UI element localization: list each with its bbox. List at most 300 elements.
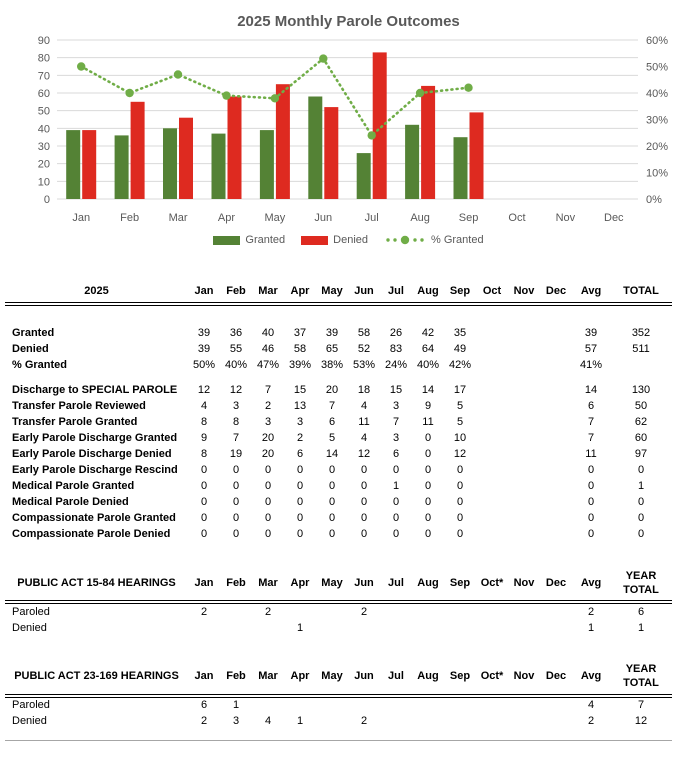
value-cell: 5 xyxy=(456,416,464,429)
value-cell: 3 xyxy=(232,715,240,728)
value-cell: 0 xyxy=(232,496,240,509)
month-header: Sep xyxy=(444,282,476,304)
value-cell: 52 xyxy=(357,343,371,356)
granted-bar xyxy=(454,137,468,199)
value-cell xyxy=(380,620,412,636)
value-cell: 0 xyxy=(392,496,400,509)
value-cell: 65 xyxy=(325,343,339,356)
value-cell: 58 xyxy=(293,343,307,356)
month-header: Oct* xyxy=(476,567,508,603)
row-label: Compassionate Parole Granted xyxy=(12,512,176,525)
table-row xyxy=(5,602,672,620)
x-axis-label: Jun xyxy=(314,212,333,224)
value-cell xyxy=(476,431,508,447)
value-cell xyxy=(284,696,316,714)
value-cell xyxy=(508,620,540,636)
table-row xyxy=(5,447,672,463)
value-cell: 0 xyxy=(360,464,368,477)
spacer-row xyxy=(5,304,672,326)
value-cell: 18 xyxy=(357,384,371,397)
value-cell: 6 xyxy=(328,416,336,429)
month-header: Sep xyxy=(444,567,476,603)
value-cell xyxy=(540,527,572,543)
value-cell: 50% xyxy=(192,359,216,372)
pct-granted-marker xyxy=(174,70,182,78)
denied-swatch-icon xyxy=(301,236,328,245)
pct-granted-marker xyxy=(416,89,424,97)
value-cell xyxy=(508,602,540,620)
granted-bar xyxy=(163,128,177,199)
avg-cell: 11 xyxy=(585,448,597,461)
pct-granted-marker xyxy=(319,54,327,62)
total-cell: 0 xyxy=(637,512,645,525)
table-row xyxy=(5,358,672,374)
value-cell xyxy=(540,511,572,527)
value-cell xyxy=(380,714,412,730)
value-cell xyxy=(540,326,572,342)
value-cell xyxy=(508,431,540,447)
row-label: Transfer Parole Granted xyxy=(12,416,138,429)
total-header: YEAR TOTAL xyxy=(610,567,672,603)
month-header: Jul xyxy=(380,660,412,696)
total-cell: 97 xyxy=(634,448,648,461)
x-axis-label: Mar xyxy=(168,212,188,224)
value-cell: 12 xyxy=(453,448,467,461)
value-cell xyxy=(476,415,508,431)
value-cell: 0 xyxy=(424,448,432,461)
value-cell xyxy=(540,696,572,714)
left-axis-tick: 60 xyxy=(37,88,50,100)
value-cell: 7 xyxy=(328,400,336,413)
value-cell xyxy=(508,326,540,342)
value-cell: 2 xyxy=(264,400,272,413)
total-cell: 1 xyxy=(637,621,645,634)
value-cell xyxy=(540,399,572,415)
value-cell xyxy=(476,495,508,511)
avg-cell: 0 xyxy=(587,496,595,509)
month-header: Oct xyxy=(476,282,508,304)
row-label: Medical Parole Denied xyxy=(12,496,129,509)
value-cell xyxy=(252,620,284,636)
value-cell xyxy=(412,602,444,620)
month-header: Mar xyxy=(252,660,284,696)
table-row xyxy=(5,511,672,527)
parole-outcomes-table xyxy=(5,282,672,543)
granted-bar xyxy=(115,135,129,199)
value-cell xyxy=(508,463,540,479)
granted-bar xyxy=(357,153,371,199)
legend-granted-label: Granted xyxy=(245,234,286,246)
total-cell: 62 xyxy=(634,416,648,429)
row-label: Early Parole Discharge Rescind xyxy=(12,464,178,477)
value-cell: 0 xyxy=(456,480,464,493)
value-cell: 0 xyxy=(360,512,368,525)
month-header: Aug xyxy=(412,660,444,696)
value-cell xyxy=(412,714,444,730)
value-cell: 0 xyxy=(296,496,304,509)
granted-swatch-icon xyxy=(213,236,240,245)
right-axis-tick: 0% xyxy=(646,194,662,206)
value-cell: 11 xyxy=(422,416,434,429)
table-row xyxy=(5,479,672,495)
value-cell: 9 xyxy=(200,432,208,445)
spacer-row xyxy=(5,374,672,383)
value-cell: 58 xyxy=(357,327,371,340)
table-row xyxy=(5,495,672,511)
value-cell xyxy=(444,714,476,730)
value-cell: 0 xyxy=(424,464,432,477)
value-cell: 6 xyxy=(392,448,400,461)
row-label: Discharge to SPECIAL PAROLE xyxy=(12,384,178,397)
month-header: Apr xyxy=(284,282,316,304)
denied-bar xyxy=(373,52,387,199)
pct-granted-marker xyxy=(368,131,376,139)
value-cell xyxy=(476,479,508,495)
denied-bar xyxy=(421,86,435,199)
value-cell: 0 xyxy=(328,480,336,493)
denied-bar xyxy=(470,112,484,199)
value-cell: 0 xyxy=(264,496,272,509)
value-cell: 0 xyxy=(296,464,304,477)
value-cell: 0 xyxy=(200,512,208,525)
table-row xyxy=(5,326,672,342)
avg-header: Avg xyxy=(572,282,610,304)
value-cell: 47% xyxy=(256,359,280,372)
month-header: May xyxy=(316,282,348,304)
value-cell xyxy=(476,620,508,636)
value-cell: 1 xyxy=(296,621,304,634)
value-cell: 0 xyxy=(392,512,400,525)
total-cell: 0 xyxy=(637,496,645,509)
x-axis-label: Apr xyxy=(217,212,236,224)
month-header: Jun xyxy=(348,567,380,603)
table-title: PUBLIC ACT 15-84 HEARINGS xyxy=(5,567,188,603)
table-row xyxy=(5,714,672,730)
month-header: Feb xyxy=(220,567,252,603)
value-cell: 46 xyxy=(261,343,275,356)
value-cell: 39% xyxy=(288,359,312,372)
month-header: Dec xyxy=(540,660,572,696)
denied-bar xyxy=(228,97,242,200)
value-cell xyxy=(476,696,508,714)
x-axis-label: Dec xyxy=(604,212,624,224)
value-cell xyxy=(476,511,508,527)
public-act-15-84-table xyxy=(5,567,672,637)
month-header: Jan xyxy=(188,567,220,603)
total-header: TOTAL xyxy=(610,282,672,304)
value-cell: 3 xyxy=(296,416,304,429)
value-cell xyxy=(508,479,540,495)
denied-bar xyxy=(324,107,338,199)
avg-header: Avg xyxy=(572,660,610,696)
value-cell: 0 xyxy=(424,496,432,509)
value-cell: 0 xyxy=(232,512,240,525)
month-header: Apr xyxy=(284,567,316,603)
value-cell: 4 xyxy=(360,400,368,413)
value-cell: 0 xyxy=(360,528,368,541)
value-cell: 0 xyxy=(456,464,464,477)
right-axis-tick: 10% xyxy=(646,167,669,180)
month-header: May xyxy=(316,567,348,603)
value-cell xyxy=(540,383,572,399)
total-cell: 0 xyxy=(637,528,645,541)
value-cell xyxy=(508,495,540,511)
month-header: May xyxy=(316,660,348,696)
value-cell xyxy=(540,358,572,374)
value-cell: 0 xyxy=(200,464,208,477)
total-cell: 6 xyxy=(637,605,645,618)
value-cell xyxy=(476,463,508,479)
avg-header: Avg xyxy=(572,567,610,603)
value-cell: 0 xyxy=(264,528,272,541)
month-header: Jul xyxy=(380,567,412,603)
value-cell: 0 xyxy=(200,496,208,509)
value-cell: 0 xyxy=(424,512,432,525)
value-cell xyxy=(380,602,412,620)
value-cell: 40% xyxy=(224,359,248,372)
value-cell xyxy=(316,602,348,620)
total-cell: 130 xyxy=(631,384,651,397)
legend-item-granted xyxy=(213,234,285,246)
value-cell xyxy=(476,602,508,620)
value-cell xyxy=(508,415,540,431)
total-cell xyxy=(610,358,672,374)
value-cell xyxy=(540,714,572,730)
table-row xyxy=(5,431,672,447)
month-header: Oct* xyxy=(476,660,508,696)
total-cell: 7 xyxy=(637,699,645,712)
value-cell: 2 xyxy=(200,715,208,728)
row-label: Denied xyxy=(12,715,47,728)
value-cell: 26 xyxy=(389,327,403,340)
month-header: Feb xyxy=(220,660,252,696)
value-cell xyxy=(380,696,412,714)
granted-bar xyxy=(405,125,419,199)
granted-bar xyxy=(66,130,80,199)
header-row xyxy=(5,660,672,696)
value-cell: 8 xyxy=(232,416,240,429)
value-cell: 20 xyxy=(261,448,275,461)
value-cell: 0 xyxy=(232,464,240,477)
month-header: Nov xyxy=(508,567,540,603)
value-cell: 6 xyxy=(296,448,304,461)
value-cell xyxy=(188,620,220,636)
value-cell xyxy=(220,620,252,636)
value-cell: 0 xyxy=(392,464,400,477)
value-cell: 37 xyxy=(293,327,307,340)
month-header: Feb xyxy=(220,282,252,304)
pct-granted-marker xyxy=(77,62,85,70)
value-cell: 5 xyxy=(328,432,336,445)
value-cell xyxy=(348,620,380,636)
left-axis-tick: 10 xyxy=(37,176,50,189)
month-header: Jan xyxy=(188,660,220,696)
month-header: Dec xyxy=(540,567,572,603)
value-cell: 0 xyxy=(328,496,336,509)
granted-bar xyxy=(308,97,322,200)
month-header: Jan xyxy=(188,282,220,304)
value-cell: 3 xyxy=(392,400,400,413)
table-row xyxy=(5,342,672,358)
value-cell: 0 xyxy=(360,480,368,493)
value-cell: 0 xyxy=(296,480,304,493)
row-label: Denied xyxy=(12,343,49,356)
value-cell: 12 xyxy=(197,384,211,397)
value-cell xyxy=(540,495,572,511)
value-cell xyxy=(540,431,572,447)
value-cell xyxy=(476,326,508,342)
value-cell: 9 xyxy=(424,400,432,413)
value-cell: 2 xyxy=(296,432,304,445)
value-cell xyxy=(508,399,540,415)
value-cell: 1 xyxy=(232,699,240,712)
value-cell: 3 xyxy=(264,416,272,429)
value-cell xyxy=(284,602,316,620)
chart-title: 2025 Monthly Parole Outcomes xyxy=(237,13,460,30)
value-cell xyxy=(476,358,508,374)
avg-cell: 0 xyxy=(587,464,595,477)
value-cell: 7 xyxy=(264,384,272,397)
row-label: % Granted xyxy=(12,359,68,372)
value-cell: 40 xyxy=(261,327,275,340)
value-cell: 13 xyxy=(293,400,307,413)
value-cell xyxy=(508,358,540,374)
value-cell: 55 xyxy=(229,343,243,356)
value-cell: 4 xyxy=(360,432,368,445)
value-cell: 0 xyxy=(424,528,432,541)
value-cell: 4 xyxy=(264,715,272,728)
value-cell xyxy=(444,602,476,620)
value-cell: 0 xyxy=(328,464,336,477)
value-cell xyxy=(476,447,508,463)
value-cell xyxy=(476,342,508,358)
row-label: Granted xyxy=(12,327,55,340)
right-axis-tick: 50% xyxy=(646,61,669,74)
value-cell xyxy=(316,620,348,636)
value-cell xyxy=(476,527,508,543)
value-cell: 0 xyxy=(328,528,336,541)
month-header: Aug xyxy=(412,282,444,304)
value-cell: 0 xyxy=(264,512,272,525)
value-cell: 24% xyxy=(384,359,408,372)
value-cell: 15 xyxy=(389,384,403,397)
row-label: Transfer Parole Reviewed xyxy=(12,400,146,413)
value-cell: 49 xyxy=(453,343,467,356)
value-cell xyxy=(476,714,508,730)
row-label: Early Parole Discharge Granted xyxy=(12,432,178,445)
avg-cell: 2 xyxy=(587,605,595,618)
table-row xyxy=(5,399,672,415)
value-cell: 0 xyxy=(424,432,432,445)
avg-cell: 14 xyxy=(584,384,598,397)
value-cell xyxy=(540,620,572,636)
chart-legend xyxy=(0,230,697,250)
month-header: Mar xyxy=(252,567,284,603)
value-cell: 19 xyxy=(229,448,243,461)
value-cell xyxy=(508,447,540,463)
month-header: Jun xyxy=(348,660,380,696)
row-label: Paroled xyxy=(12,699,50,712)
value-cell: 53% xyxy=(352,359,376,372)
value-cell: 17 xyxy=(453,384,467,397)
left-axis-tick: 40 xyxy=(37,123,50,136)
value-cell xyxy=(444,696,476,714)
value-cell: 0 xyxy=(456,496,464,509)
value-cell: 0 xyxy=(232,528,240,541)
value-cell: 42 xyxy=(421,327,435,340)
x-axis-label: May xyxy=(264,212,286,224)
avg-cell: 6 xyxy=(587,400,595,413)
x-axis-label: Feb xyxy=(120,212,140,224)
row-label: Compassionate Parole Denied xyxy=(12,528,171,541)
value-cell: 83 xyxy=(389,343,403,356)
value-cell: 2 xyxy=(200,605,208,618)
x-axis-label: Nov xyxy=(555,212,576,224)
table-row xyxy=(5,463,672,479)
dotted-line-marker-icon xyxy=(384,234,426,246)
value-cell xyxy=(540,602,572,620)
value-cell xyxy=(508,511,540,527)
table-row xyxy=(5,696,672,714)
x-axis-label: Jan xyxy=(72,212,91,224)
left-axis-tick: 80 xyxy=(37,52,50,65)
month-header: Nov xyxy=(508,660,540,696)
value-cell xyxy=(444,620,476,636)
value-cell: 64 xyxy=(421,343,435,356)
table-row xyxy=(5,620,672,636)
month-header: Mar xyxy=(252,282,284,304)
table-title: PUBLIC ACT 23-169 HEARINGS xyxy=(5,660,188,696)
value-cell xyxy=(476,399,508,415)
month-header: Jun xyxy=(348,282,380,304)
value-cell: 3 xyxy=(232,400,240,413)
table-row xyxy=(5,383,672,399)
value-cell: 12 xyxy=(357,448,371,461)
legend-denied-label: Denied xyxy=(333,234,368,246)
value-cell: 8 xyxy=(200,448,208,461)
total-cell: 50 xyxy=(634,400,648,413)
value-cell xyxy=(508,696,540,714)
x-axis-label: Aug xyxy=(410,212,430,224)
total-cell: 1 xyxy=(637,480,645,493)
table-title: 2025 xyxy=(5,282,188,304)
value-cell xyxy=(220,602,252,620)
legend-item-pct-granted xyxy=(384,234,484,246)
value-cell: 11 xyxy=(358,416,370,429)
value-cell: 1 xyxy=(296,715,304,728)
value-cell: 42% xyxy=(448,359,472,372)
value-cell: 2 xyxy=(360,715,368,728)
avg-cell: 7 xyxy=(587,432,595,445)
legend-pct-granted-label: % Granted xyxy=(431,234,484,246)
value-cell: 7 xyxy=(392,416,400,429)
avg-cell: 41% xyxy=(579,359,603,372)
pct-granted-marker xyxy=(125,89,133,97)
pct-granted-marker xyxy=(222,91,230,99)
avg-cell: 4 xyxy=(587,699,595,712)
left-axis-tick: 0 xyxy=(43,194,50,206)
right-axis-tick: 60% xyxy=(646,35,669,47)
value-cell xyxy=(508,714,540,730)
left-axis-tick: 50 xyxy=(37,105,50,118)
avg-cell: 0 xyxy=(587,480,595,493)
left-axis-tick: 70 xyxy=(37,70,50,83)
total-cell: 511 xyxy=(632,343,650,356)
right-axis-tick: 40% xyxy=(646,88,669,100)
value-cell xyxy=(508,342,540,358)
value-cell: 0 xyxy=(328,512,336,525)
total-header: YEAR TOTAL xyxy=(610,660,672,696)
